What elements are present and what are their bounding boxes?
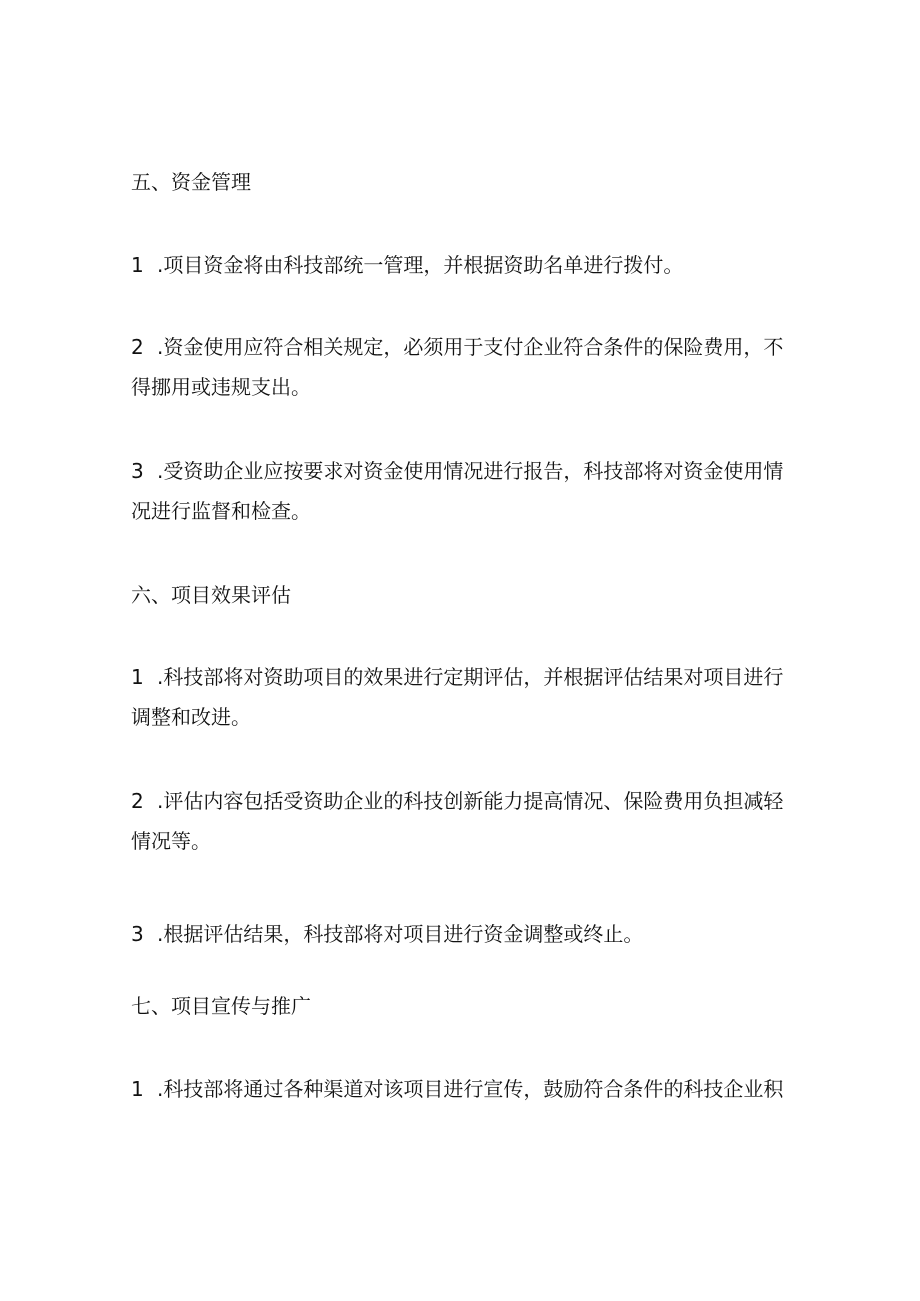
item-text: .资金使用应符合相关规定，必须用于支付企业符合条件的保险费用，不得挪用或违规支出。	[131, 335, 784, 399]
section-heading: 六、项目效果评估	[131, 583, 291, 607]
list-item	[131, 245, 791, 285]
list-item	[131, 1069, 791, 1109]
item-text: .项目资金将由科技部统一管理，并根据资助名单进行拨付。	[157, 253, 684, 277]
item-text: .评估内容包括受资助企业的科技创新能力提高情况、保险费用负担减轻情况等。	[131, 789, 784, 853]
list-item	[131, 914, 791, 954]
list-item	[131, 327, 791, 407]
item-text: .根据评估结果，科技部将对项目进行资金调整或终止。	[157, 922, 644, 946]
item-number: 1	[131, 253, 144, 277]
list-item	[131, 451, 791, 531]
section-heading: 五、资金管理	[131, 170, 251, 194]
item-number: 1	[131, 1077, 144, 1101]
item-number: 3	[131, 459, 144, 483]
item-number: 2	[131, 789, 144, 813]
item-number: 3	[131, 922, 144, 946]
item-number: 1	[131, 665, 144, 689]
item-text: .科技部将对资助项目的效果进行定期评估，并根据评估结果对项目进行调整和改进。	[131, 665, 784, 729]
section-heading: 七、项目宣传与推广	[131, 994, 311, 1018]
list-item	[131, 657, 791, 737]
item-text: .受资助企业应按要求对资金使用情况进行报告，科技部将对资金使用情况进行监督和检查。	[131, 459, 784, 523]
item-text: .科技部将通过各种渠道对该项目进行宣传，鼓励符合条件的科技企业积	[157, 1077, 784, 1101]
list-item	[131, 781, 791, 861]
item-number: 2	[131, 335, 144, 359]
